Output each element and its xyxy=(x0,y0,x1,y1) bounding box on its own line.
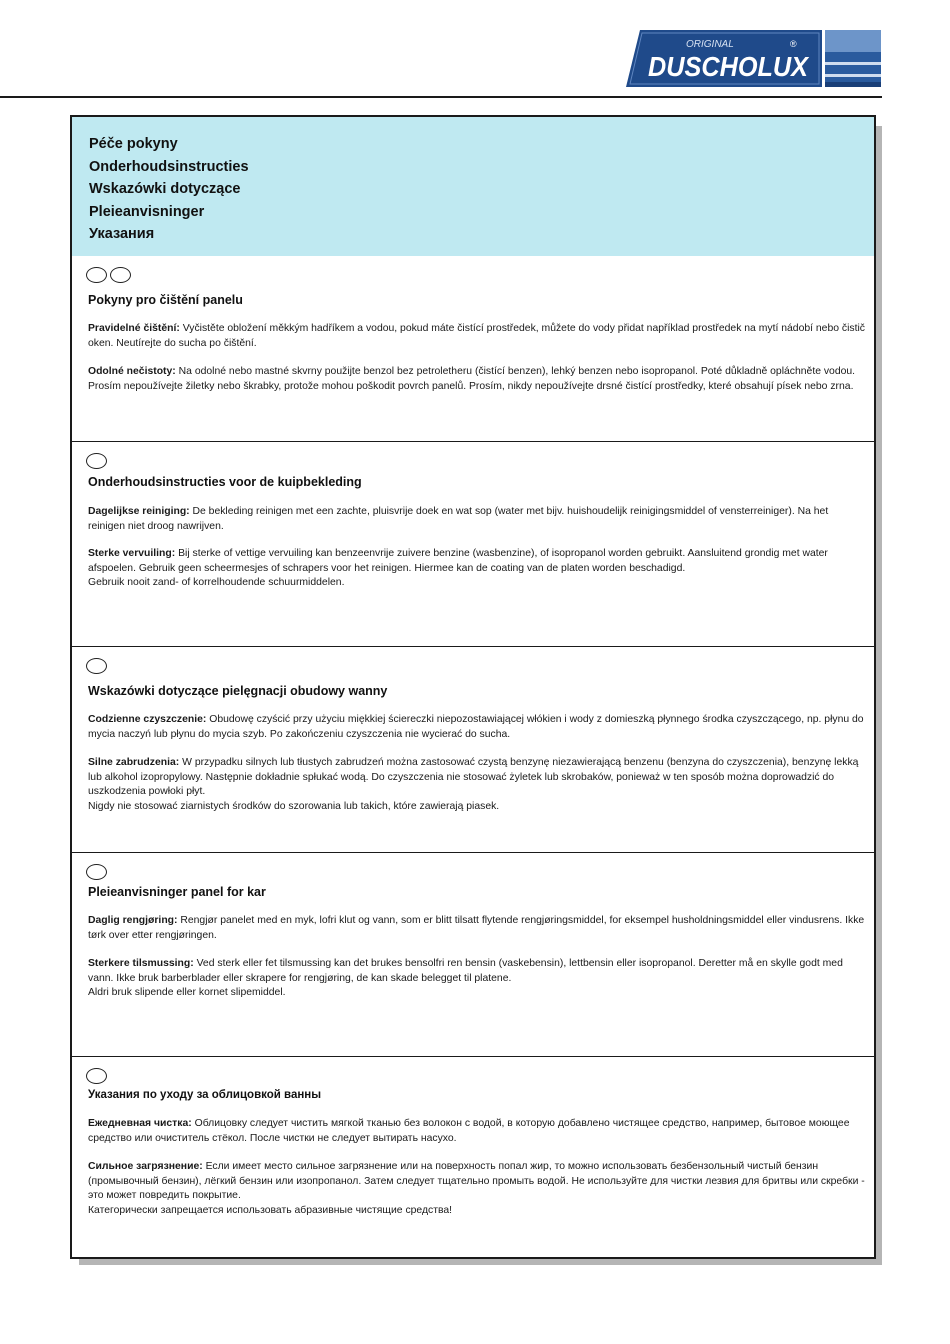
paragraph-heavy: Sterkere tilsmussing: Ved sterk eller fet tilsmussing kan det brukes bensolfri ren bensin (vaskebensin), lettbensin eller isopropanol. Deretter må en skylle godt med vann. Ikke bruk barberblader eller skrapere for rengjøring, de kan skade belegget til platene. Aldri bruk slipende eller kornet slipemiddel. xyxy=(88,958,843,998)
section-cz xyxy=(72,256,874,441)
flag-circle-icon xyxy=(86,864,107,880)
section-title: Pokyny pro čištění panelu xyxy=(88,293,243,307)
paragraph-heavy: Сильное загрязнение: Если имеет место сильное загрязнение или на поверхность попал жир, то можно использовать безбензольный чистый бензин (промывочный бензин), лёгкий бензин или изопропанол. Затем следует тщательно промыть водой. Не используйте для чистки лезвия для бритвы или скребки - это может повредить покрытие. Категорически запрещается использовать абразивные чистящие средства! xyxy=(88,1161,865,1216)
section-title: Указания по уходу за облицовкой ванны xyxy=(88,1089,322,1101)
language-marker xyxy=(86,864,107,880)
section-pl xyxy=(72,646,874,853)
language-marker xyxy=(86,453,107,469)
care-instructions-box xyxy=(70,115,876,1259)
paragraph-daily: Ежедневная чистка: Облицовку следует чистить мягкой тканью без волокон с водой, в которую добавлено чистящее средство, например, бытовое моющее средство или очиститель стёкол. После чистки не следует вытирать насухо. xyxy=(88,1118,850,1144)
paragraph-daily: Pravidelné čištění: Vyčistěte obložení měkkým hadříkem a vodou, pokud máte čistící prostředek, můžete do vody přidat například prostředek na mytí nádobí nebo čistič oken. Neutírejte do sucha po čištění. xyxy=(88,323,865,349)
title-ru: Указания xyxy=(89,226,155,242)
duscholux-logo xyxy=(626,30,822,87)
title-header xyxy=(72,117,874,256)
language-marker xyxy=(86,1068,107,1084)
title-cz: Péče pokyny xyxy=(89,136,178,152)
paragraph-daily: Dagelijkse reiniging: De bekleding reinigen met een zachte, pluisvrije doek en wat sop (water met bijv. huishoudelijk reinigingsmiddel of vensterreiniger). Na het reinigen niet droog nawrijven. xyxy=(88,506,829,532)
header-rule xyxy=(0,96,882,98)
paragraph-daily: Codzienne czyszczenie: Obudowę czyścić przy użyciu miękkiej ściereczki niepozostawiającej włókien i wody z domieszką płynnego środka czyszczącego, np. płynu do mycia naczyń lub płynu do mycia szyb. Po zakończeniu czyszczenia nie wycierać do sucha. xyxy=(88,714,864,740)
title-no: Pleieanvisninger xyxy=(89,204,205,220)
section-title: Pleieanvisninger panel for kar xyxy=(88,885,266,899)
language-marker xyxy=(86,267,131,283)
paragraph-heavy: Silne zabrudzenia: W przypadku silnych lub tłustych zabrudzeń można zastosować czystą benzynę niezawierającą benzenu (benzyna do czyszczenia), benzynę lekką lub alkohol izopropylowy. Następnie dokładnie spłukać wodą. Do czyszczenia nie stosować żyletek lub skrobaków, ponieważ w ten sposób można doprowadzić do uszkodzenia powłoki płyt. Nigdy nie stosować ziarnistych środków do szorowania lub takich, które zawierają piasek. xyxy=(88,757,859,812)
title-pl: Wskazówki dotyczące xyxy=(89,181,241,197)
section-nl xyxy=(72,441,874,647)
section-title: Onderhoudsinstructies voor de kuipbekleding xyxy=(88,475,362,489)
flag-circle-icon xyxy=(110,267,131,283)
svg-text:ORIGINAL: ORIGINAL xyxy=(686,39,734,50)
flag-circle-icon xyxy=(86,658,107,674)
section-no xyxy=(72,852,874,1057)
paragraph-heavy: Odolné nečistoty: Na odolné nebo mastné skvrny použijte benzol bez petroletheru (čistící benzen), lehký benzen nebo isopropanol. Poté důkladně opláchněte vodou. Prosím nepoužívejte žiletky nebo škrabky, protože mohou poškodit povrch panelů. Prosím, nikdy nepoužívejte drsné čistící prostředky, které obsahují písek nebo zrna. xyxy=(88,366,856,392)
flag-circle-icon xyxy=(86,1068,107,1084)
logo-stripes-icon xyxy=(825,30,881,87)
flag-circle-icon xyxy=(86,267,107,283)
language-marker xyxy=(86,658,107,674)
flag-circle-icon xyxy=(86,453,107,469)
svg-text:DUSCHOLUX: DUSCHOLUX xyxy=(648,51,811,82)
paragraph-heavy: Sterke vervuiling: Bij sterke of vettige vervuiling kan benzeenvrije zuivere benzine (wasbenzine), of isopropanol worden gebruikt. Aansluitend grondig met water afspoelen. Gebruik geen scheermesjes of schrapers voor het reinigen. Hiermee kan de coating van de platen worden beschadigd. Gebruik nooit zand- of korrelhoudende schuurmiddelen. xyxy=(88,548,828,588)
section-title: Wskazówki dotyczące pielęgnacji obudowy wanny xyxy=(88,684,388,698)
section-ru xyxy=(72,1056,874,1256)
title-nl: Onderhoudsinstructies xyxy=(89,159,249,175)
svg-text:®: ® xyxy=(790,39,797,49)
paragraph-daily: Daglig rengjøring: Rengjør panelet med en myk, lofri klut og vann, som er blitt tilsatt flytende rengjøringsmiddel, for eksempel husholdningsmiddel eller vindusrens. Ikke tørk over etter rengjøringen. xyxy=(88,915,865,941)
